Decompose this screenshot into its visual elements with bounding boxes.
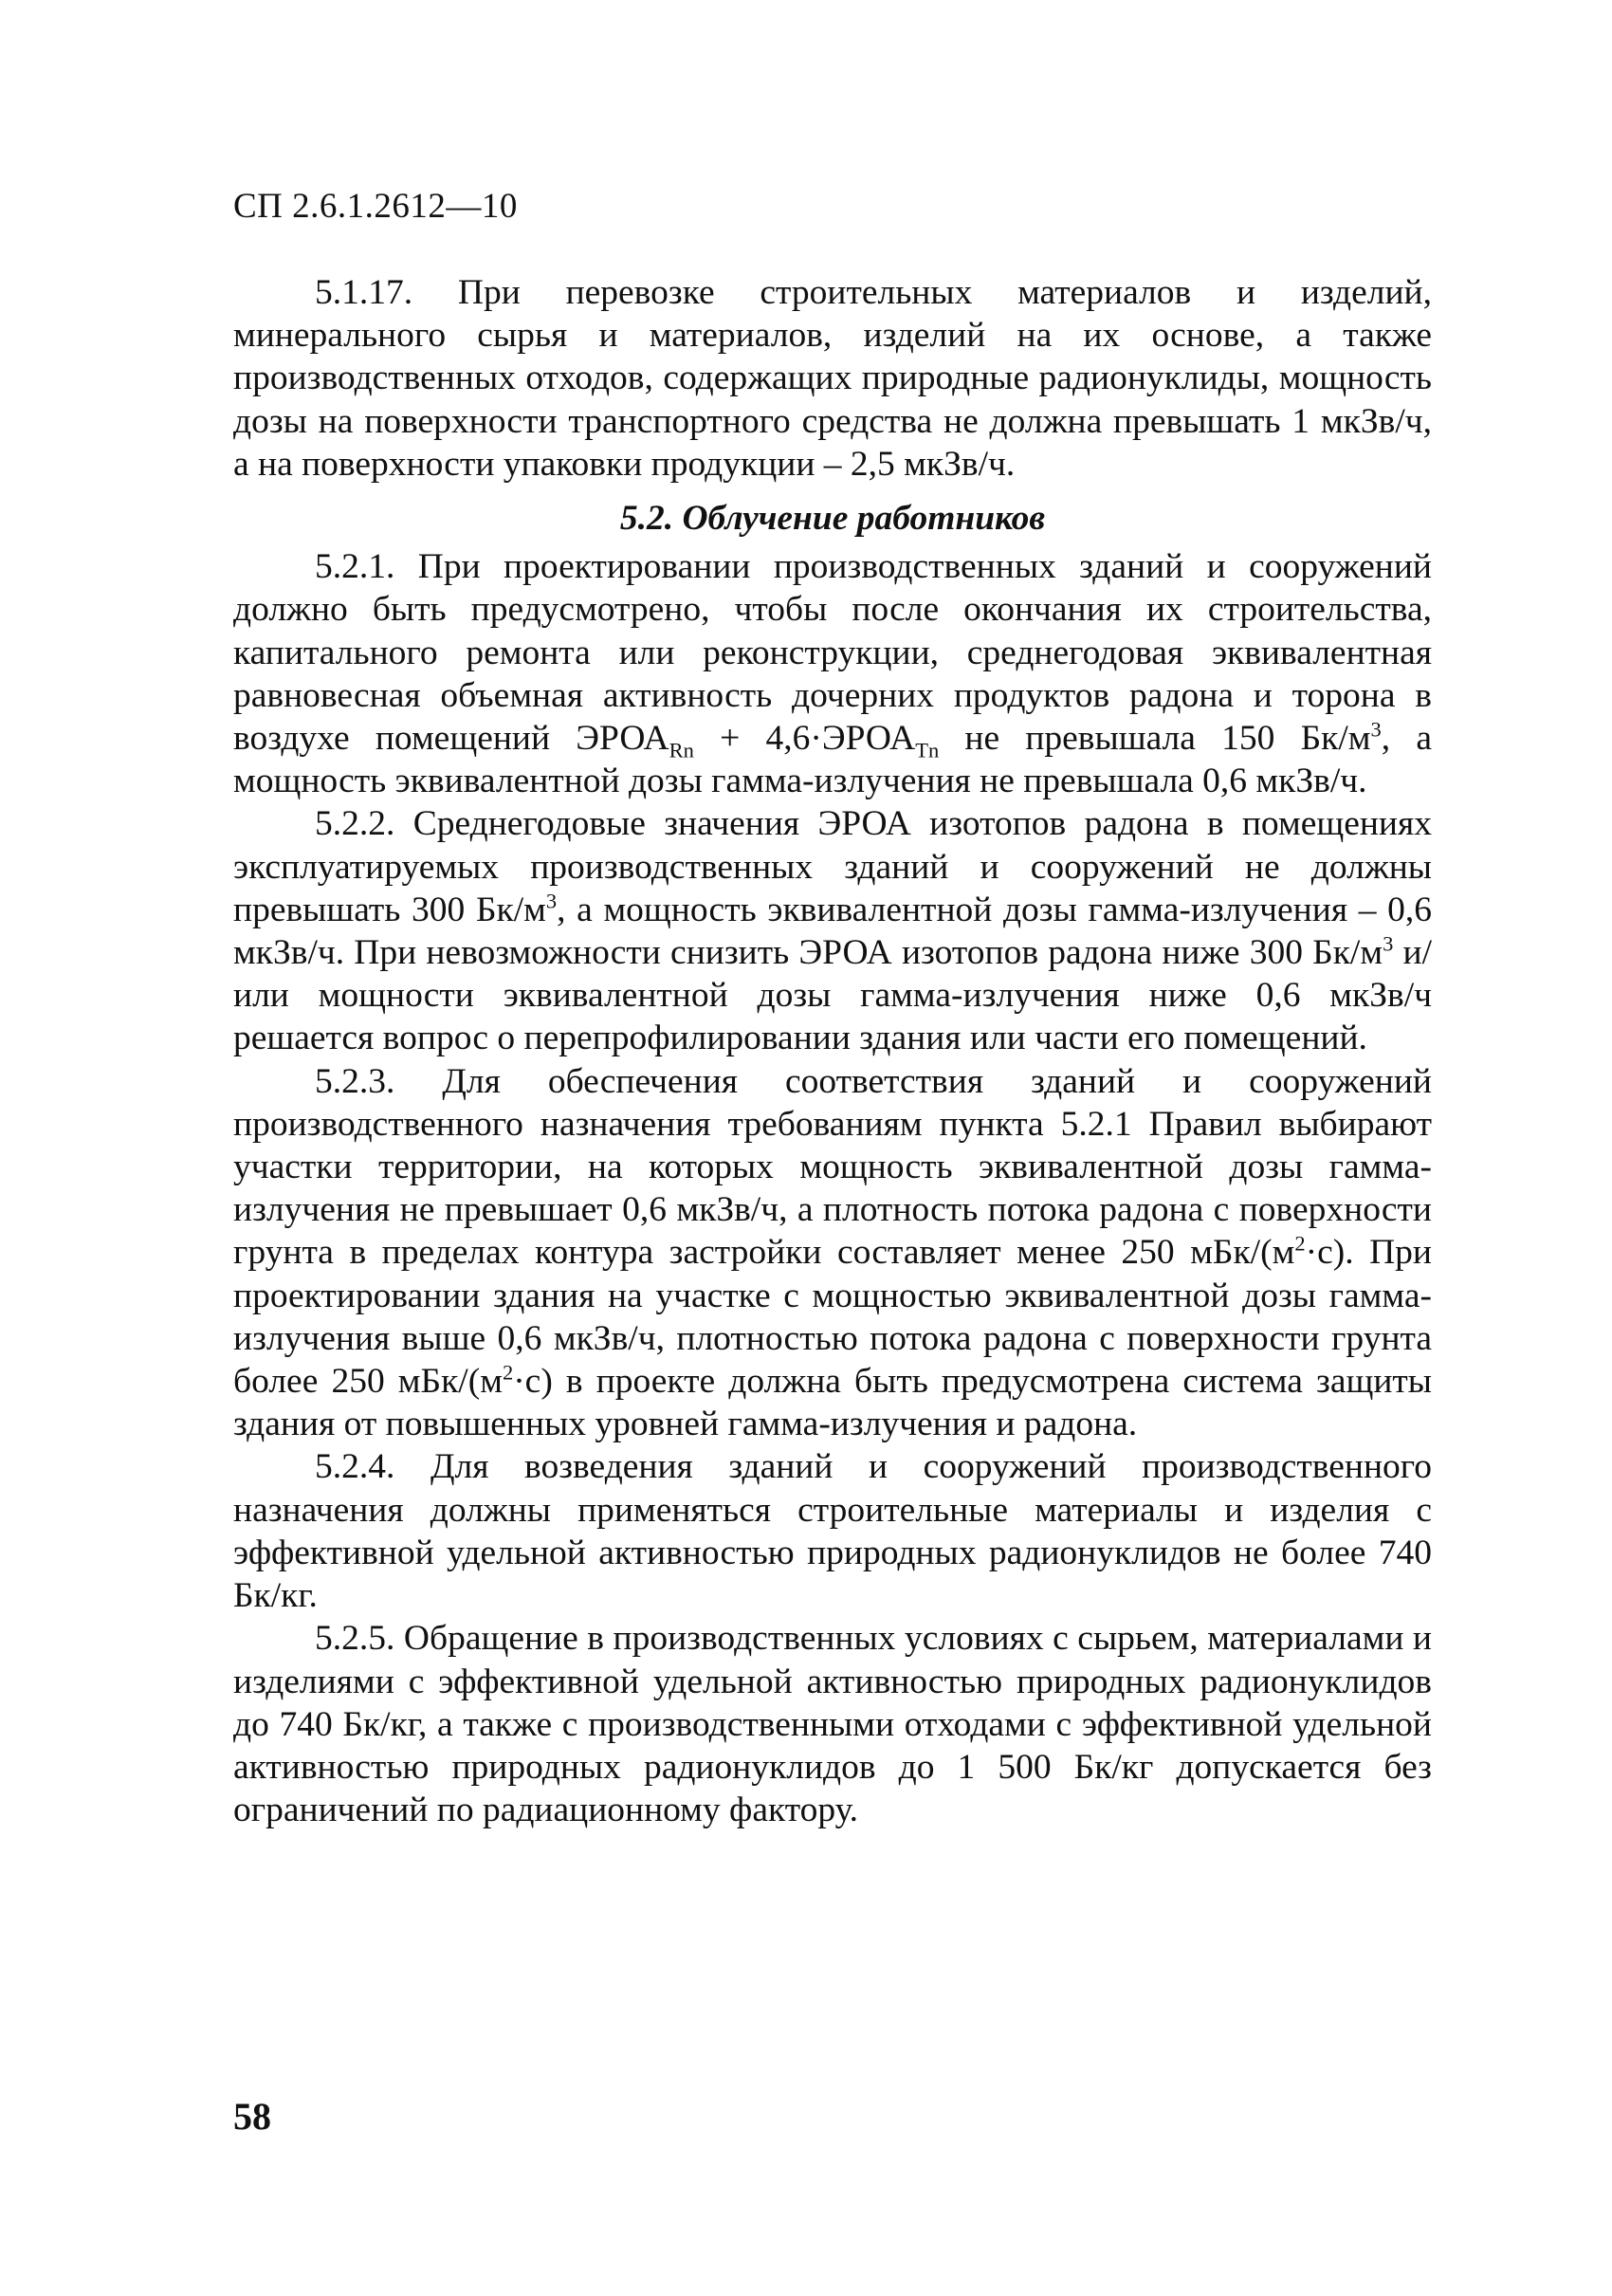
text-run: и/или мощности эквивалентной дозы гамма-излучения ниже 0,6 мкЗв/ч решается вопрос о перепрофилировании здания или части его помещений. <box>233 933 1432 1058</box>
text-run: , а мощность эквивалентной дозы гамма-излучения не превышала 0,6 мкЗв/ч. <box>233 719 1432 801</box>
paragraph-5-2-4: 5.2.4. Для возведения зданий и сооружений производственного назначения должны применяться строительные материалы и изделия с эффективной удельной активностью природных радионуклидов не более 740 Бк/кг. <box>233 1447 1432 1616</box>
text-run: 5.2.2. Среднегодовые значения ЭРОА изотопов радона в помещениях эксплуатируемых производственных зданий и сооружений не должны превышать 300 Бк/м <box>233 804 1432 929</box>
paragraph-5-2-3 <box>233 1060 1432 1446</box>
text-run: + 4,6·ЭРОА <box>693 719 916 759</box>
text-run: 5.2.3. Для обеспечения соответствия зданий и сооружений производственного назначения требованиям пункта 5.2.1 Правил выбирают участки территории, на которых мощность эквивалентной дозы гамма-излучения не превышает 0,6 мкЗв/ч, а плотность потока радона с поверхности грунта в пределах контура застройки составляет менее 250 мБк/(м <box>233 1061 1432 1273</box>
body-text <box>233 271 1432 1831</box>
text-run: ·с). При проектировании здания на участке с мощностью эквивалентной дозы гамма-излучения выше 0,6 мкЗв/ч, плотностью потока радона с поверхности грунта более 250 мБк/(м <box>233 1233 1432 1402</box>
paragraph-5-1-17: 5.1.17. При перевозке строительных материалов и изделий, минерального сырья и материалов, изделий на их основе, а также производственных отходов, содержащих природные радионуклиды, мощность дозы на поверхности транспортного средства не должна превышать 1 мкЗв/ч, а на поверхности упаковки продукции – 2,5 мкЗв/ч. <box>233 273 1432 484</box>
paragraph-5-2-5: 5.2.5. Обращение в производственных условиях с сырьем, материалами и изделиями с эффективной удельной активностью природных радионуклидов до 740 Бк/кг, а также с производственными отходами с эффективной удельной активностью природных радионуклидов до 1 500 Бк/кг допускается без ограничений по радиационному фактору. <box>233 1619 1432 1830</box>
page-number: 58 <box>233 2095 271 2138</box>
superscript: 3 <box>1370 717 1382 742</box>
text-run: ·с) в проекте должна быть предусмотрена система защиты здания от повышенных уровней гамма-излучения и радона. <box>233 1362 1433 1444</box>
superscript: 3 <box>1383 931 1394 956</box>
text-run: не превышала 150 Бк/м <box>939 719 1371 759</box>
text-run: 5.2.1. При проектировании производственных зданий и сооружений должно быть предусмотрено, чтобы после окончания их строительства, капитального ремонта или реконструкции, среднегодовая эквивалентная равновесная объемная активность дочерних продуктов радона и торона в воздухе помещений ЭРОА <box>233 547 1432 759</box>
superscript: 2 <box>1294 1231 1306 1256</box>
running-header: СП 2.6.1.2612—10 <box>233 187 518 226</box>
subscript: Rn <box>669 738 694 762</box>
superscript: 3 <box>545 889 558 913</box>
section-heading: 5.2. Облучение работников <box>619 499 1046 539</box>
paragraph-5-2-2 <box>233 802 1432 1059</box>
subscript: Tn <box>915 738 940 762</box>
paragraph-5-2-1 <box>233 545 1432 802</box>
superscript: 2 <box>502 1360 514 1385</box>
text-run: , а мощность эквивалентной дозы гамма-излучения – 0,6 мкЗв/ч. При невозможности снизить ЭРОА изотопов радона ниже 300 Бк/м <box>233 890 1433 973</box>
